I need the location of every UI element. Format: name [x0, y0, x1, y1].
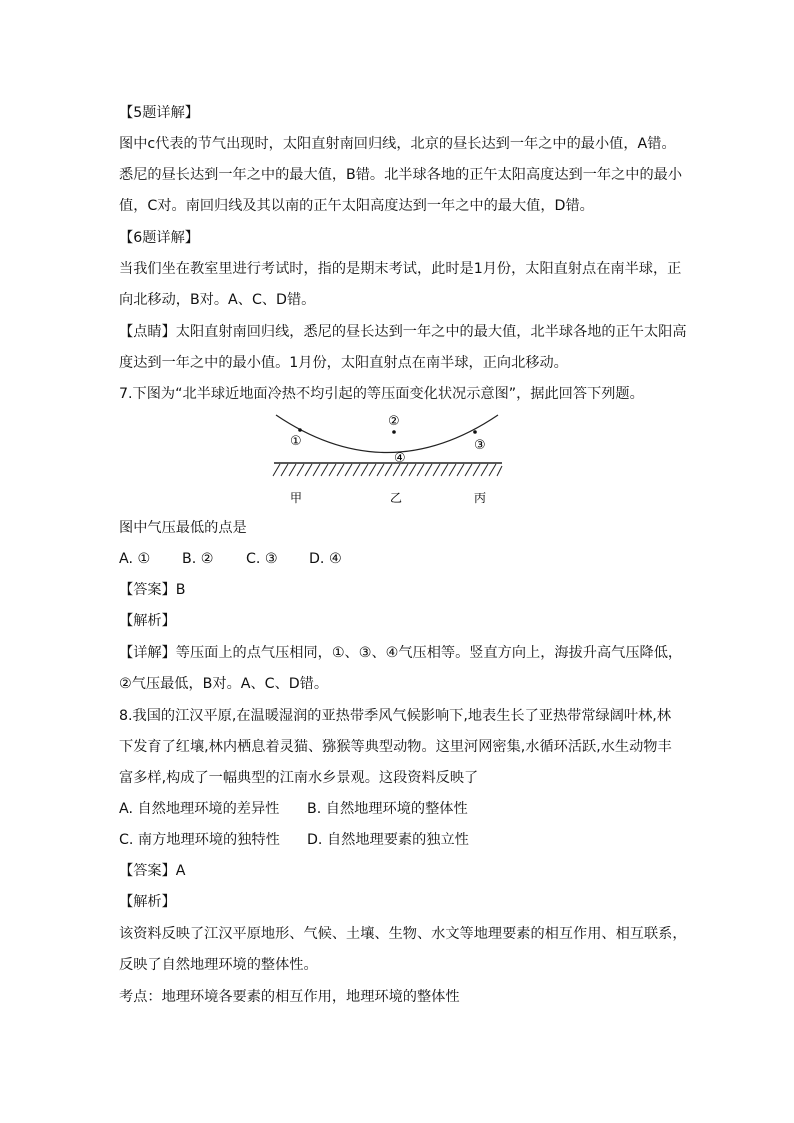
q7-option-d: D. ④: [309, 551, 342, 567]
q8-options-row-2: [119, 830, 469, 850]
isobar-curve: [276, 415, 498, 453]
ground-label-jia: 甲: [290, 491, 303, 505]
q5-line-1: 图中c代表的节气出现时，太阳直射南回归线，北京的昼长达到一年之中的最小值，A错。: [119, 136, 676, 152]
q8-option-a: A. 自然地理环境的差异性: [119, 801, 280, 817]
q6-heading: 【6题详解】: [119, 230, 199, 246]
point-label-3: ③: [474, 438, 486, 453]
q8-stem-1: 8.我国的江汉平原,在温暖湿润的亚热带季风气候影响下,地表生长了亚热带常绿阔叶林,林: [119, 708, 672, 724]
point-3-dot: [473, 430, 477, 434]
q7-option-a: A. ①: [119, 551, 151, 567]
q8-stem-3: 富多样,构成了一幅典型的江南水乡景观。这段资料反映了: [119, 770, 479, 786]
q7-explanation-1: 【详解】等压面上的点气压相同，①、③、④气压相等。竖直方向上，海拔升高气压降低，: [119, 645, 683, 661]
ground-hatching: [273, 464, 502, 476]
isobar-diagram: [270, 410, 504, 510]
point-label-1: ①: [290, 434, 302, 449]
q8-option-c: C. 南方地理环境的独特性: [119, 832, 280, 848]
q6-tip-line-1: 【点睛】太阳直射南回归线，悉尼的昼长达到一年之中的最大值，北半球各地的正午太阳高: [119, 324, 687, 340]
ground-label-bing: 丙: [474, 491, 487, 505]
q8-analysis-label: 【解析】: [119, 894, 176, 910]
point-label-4: ④: [394, 451, 406, 466]
q8-explanation-2: 反映了自然地理环境的整体性。: [119, 957, 318, 973]
point-label-2: ②: [388, 414, 400, 429]
q5-heading: 【5题详解】: [119, 105, 199, 121]
q7-option-c: C. ③: [246, 551, 278, 567]
q7-question: 图中气压最低的点是: [119, 520, 247, 536]
q7-options: [119, 549, 342, 569]
q8-option-b: B. 自然地理环境的整体性: [307, 801, 468, 817]
point-1-dot: [298, 428, 302, 432]
q8-explanation-1: 该资料反映了江汉平原地形、气候、土壤、生物、水文等地理要素的相互作用、相互联系，: [119, 926, 687, 942]
q8-option-d: D. 自然地理要素的独立性: [307, 832, 469, 848]
q6-tip-line-2: 度达到一年之中的最小值。1月份，太阳直射点在南半球，正向北移动。: [119, 355, 568, 371]
ground-label-yi: 乙: [390, 491, 403, 505]
q7-explanation-2: ②气压最低，B对。A、C、D错。: [119, 676, 329, 692]
q7-analysis-label: 【解析】: [119, 613, 176, 629]
q8-kaodian: 考点：地理环境各要素的相互作用，地理环境的整体性: [119, 989, 460, 1005]
q5-line-3: 值，C对。南回归线及其以南的正午太阳高度达到一年之中的最大值，D错。: [119, 198, 594, 214]
point-2-dot: [392, 430, 396, 434]
q7-answer: 【答案】B: [119, 582, 186, 598]
q7-stem: 7.下图为“北半球近地面冷热不均引起的等压面变化状况示意图”，据此回答下列题。: [119, 386, 644, 402]
q7-option-b: B. ②: [182, 551, 214, 567]
q6-line-2: 向北移动，B对。A、C、D错。: [119, 292, 316, 308]
q6-line-1: 当我们坐在教室里进行考试时，指的是期末考试，此时是1月份，太阳直射点在南半球，正: [119, 261, 682, 277]
q8-options-row-1: [119, 799, 468, 819]
q8-answer: 【答案】A: [119, 863, 186, 879]
q8-stem-2: 下发育了红壤,林内栖息着灵猫、猕猴等典型动物。这里河网密集,水循环活跃,水生动物丰: [119, 739, 672, 755]
q5-line-2: 悉尼的昼长达到一年之中的最大值，B错。北半球各地的正午太阳高度达到一年之中的最小: [119, 167, 683, 183]
